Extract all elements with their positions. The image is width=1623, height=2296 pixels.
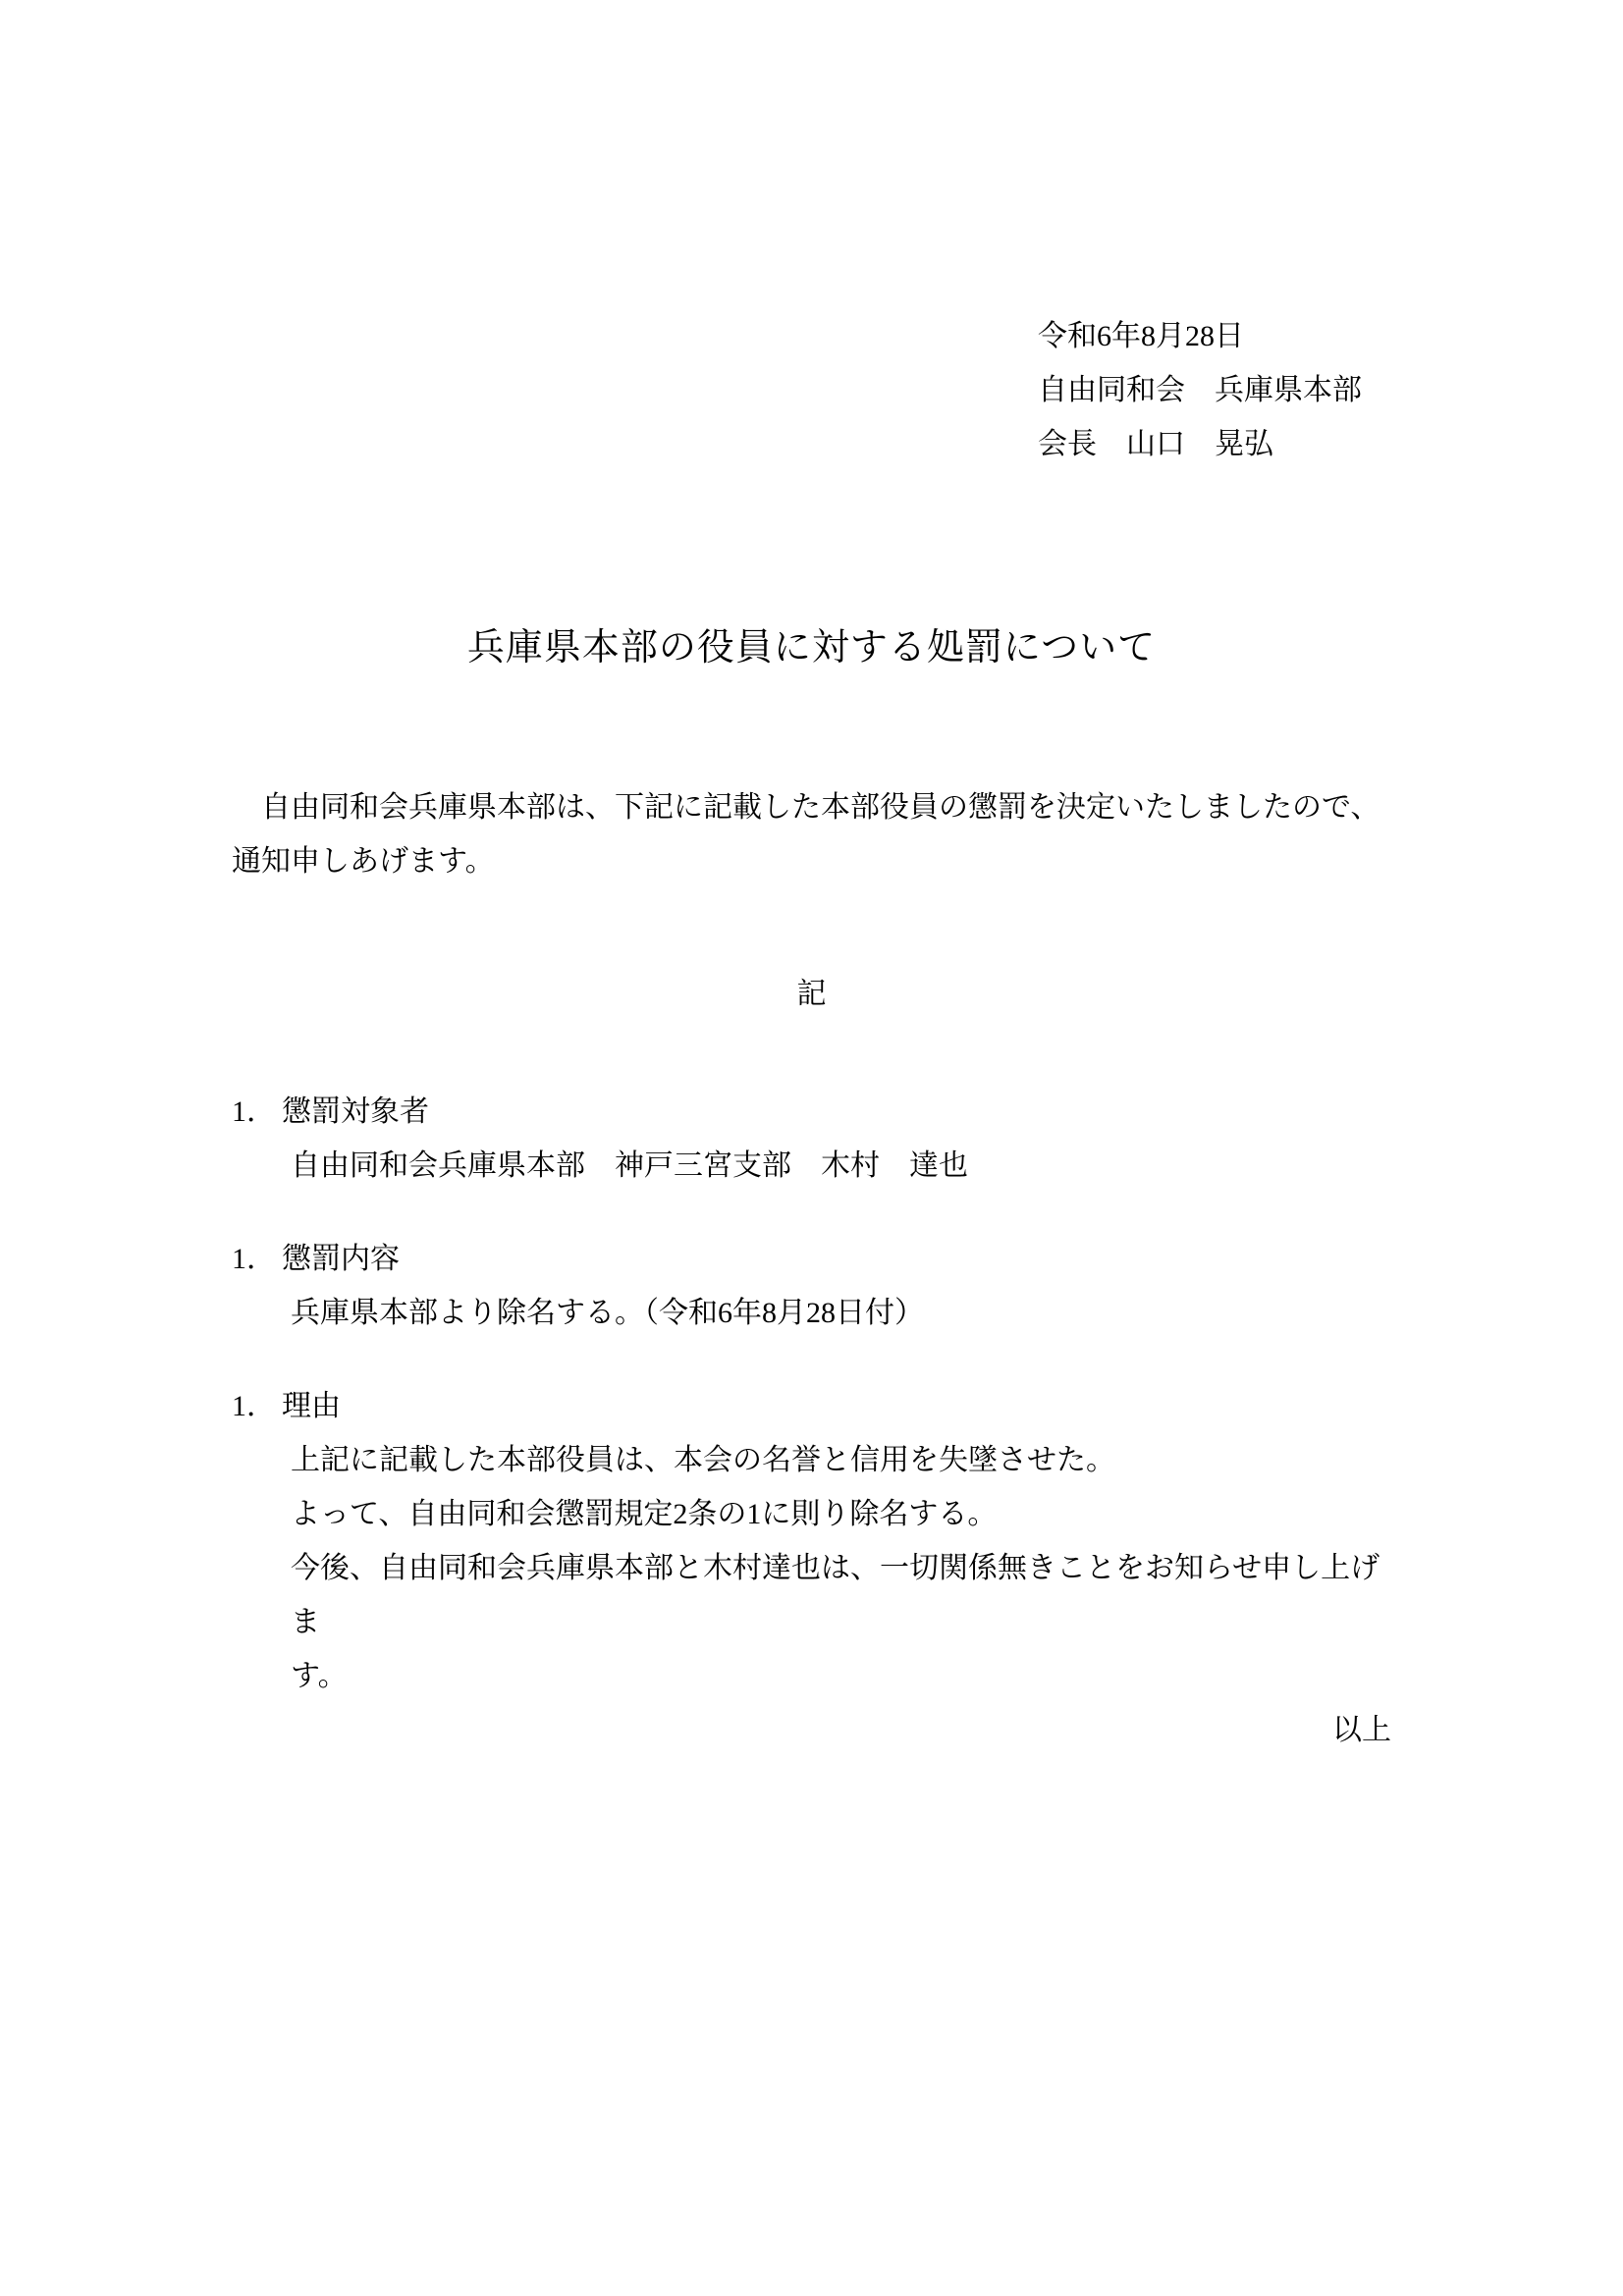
intro-line-2: 通知申しあげます。: [232, 845, 495, 878]
closing-statement: 以上: [1332, 1714, 1391, 1746]
document-header: [1038, 309, 1391, 471]
item-label: 理由: [282, 1390, 341, 1422]
record-marker: 記: [796, 978, 827, 1010]
item-body: [291, 1433, 1391, 1703]
item-number: 1．: [232, 1243, 276, 1275]
item-line: す。: [291, 1660, 348, 1692]
item-heading: [232, 1232, 1391, 1286]
header-signer: 会長 山口 晃弘: [1038, 428, 1273, 460]
item-label: 懲罰内容: [282, 1243, 400, 1275]
item-reason: [232, 1379, 1391, 1703]
item-punishment-target: [232, 1085, 1391, 1193]
item-number: 1．: [232, 1095, 276, 1128]
item-line: 兵庫県本部より除名する。（令和6年8月28日付）: [291, 1297, 924, 1329]
item-line: 自由同和会兵庫県本部 神戸三宮支部 木村 達也: [291, 1149, 968, 1182]
item-body: [291, 1139, 1391, 1193]
header-date: 令和6年8月28日: [1038, 320, 1244, 352]
item-heading: [232, 1085, 1391, 1139]
item-label: 懲罰対象者: [282, 1095, 429, 1128]
item-punishment-content: [232, 1232, 1391, 1340]
item-number: 1．: [232, 1390, 276, 1422]
intro-line-1: 自由同和会兵庫県本部は、下記に記載した本部役員の懲罰を決定いたしましたので、: [261, 791, 1380, 824]
header-organization: 自由同和会 兵庫県本部: [1038, 374, 1362, 406]
document-title: 兵庫県本部の役員に対する処罰について: [466, 627, 1157, 668]
item-line: 上記に記載した本部役員は、本会の名誉と信用を失墜させた。: [291, 1444, 1115, 1476]
item-body: [291, 1286, 1391, 1340]
item-heading: [232, 1379, 1391, 1433]
item-line: 今後、自由同和会兵庫県本部と木村達也は、一切関係無きことをお知らせ申し上げま: [291, 1552, 1380, 1638]
item-line: よって、自由同和会懲罰規定2条の1に則り除名する。: [291, 1498, 998, 1530]
intro-paragraph: [232, 780, 1391, 888]
